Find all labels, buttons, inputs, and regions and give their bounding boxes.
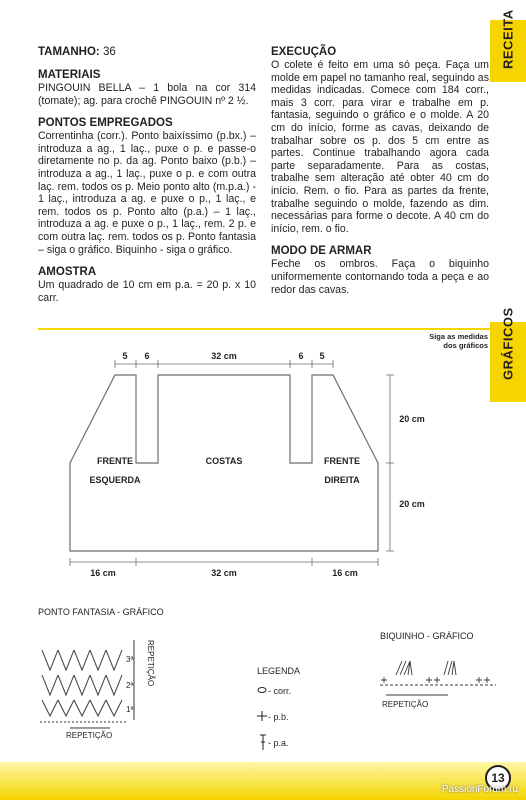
- picot-chart-title: BIQUINHO - GRÁFICO: [380, 631, 474, 641]
- size-label: TAMANHO:: [38, 46, 100, 58]
- legend-corr: - corr.: [268, 686, 292, 696]
- legend-pa: - p.a.: [268, 738, 289, 748]
- charts-divider: [38, 328, 490, 330]
- front-left-label-1: FRENTE: [97, 456, 133, 466]
- picot-repeat-label: REPETIÇÃO: [382, 700, 429, 709]
- repeat-v-label: REPETIÇÃO: [146, 640, 155, 687]
- row-3-label: 3ª: [126, 655, 134, 664]
- dim-top-5: 5: [319, 351, 325, 361]
- size-section: [38, 46, 256, 59]
- dim-top-2: 6: [144, 351, 150, 361]
- fantasy-stitch-chart: [30, 630, 170, 740]
- materials-section: [38, 69, 256, 107]
- row-1-label: 1ª: [126, 705, 134, 714]
- sample-title: AMOSTRA: [38, 266, 97, 279]
- fantasy-stitch-symbols: [40, 640, 134, 728]
- size-value: 36: [102, 46, 116, 58]
- picot-stitch-chart: [376, 655, 506, 715]
- front-right-label-1: FRENTE: [324, 456, 360, 466]
- back-label: COSTAS: [205, 456, 243, 466]
- pb-symbol: [257, 711, 267, 721]
- page-number: 13: [485, 765, 511, 791]
- charts-tab-label: GRÁFICOS: [500, 307, 516, 380]
- sample-text: Um quadrado de 10 cm em p.a. = 20 p. x 10 carr.: [38, 279, 256, 304]
- stitches-title: PONTOS EMPREGADOS: [38, 117, 173, 130]
- execution-text: O colete é feito em uma só peça. Faça um molde em papel no tamanho real, seguindo as medidas indicadas. Comece com 184 corr., mais 3 corr. para virar e trabalhe em p. fantasia, seguindo o gráfico e o molde. A 20 cm do início, forme as cavas, deixando de trabalhar sobre os p. dos 5 cm entre as partes. Continue trabalhando agora cada parte separadamente. Para as costas, trabalhe sem alteração até obter 40 cm do início. Rem. o fio. Para as partes da frente, trabalhe seguindo o molde, fazendo as dim. necessárias para forme o decote. A 40 cm do início, rem. o fio.: [271, 59, 489, 235]
- materials-text: PINGOUIN BELLA – 1 bola na cor 314 (tomate); ag. para crochê PINGOUIN nº 2 ½.: [38, 82, 256, 107]
- watermark: PassionForum.ru: [441, 784, 518, 795]
- dim-top-4: 6: [298, 351, 304, 361]
- fantasy-chart-title: PONTO FANTASIA - GRÁFICO: [38, 607, 164, 617]
- dim-top-3: 32 cm: [211, 351, 237, 361]
- front-left-label-2: ESQUERDA: [89, 475, 141, 485]
- picot-stitch-symbols: [380, 661, 496, 695]
- dim-right-2: 20 cm: [399, 499, 425, 509]
- charts-note-line2: dos gráficos: [443, 341, 488, 350]
- assembly-text: Feche os ombros. Faça o biquinho uniformemente contornando toda a peça e ao redor das cavas.: [271, 258, 489, 296]
- stitches-text: Correntinha (corr.). Ponto baixíssimo (p.bx.) – introduza a ag., 1 laç., puxe o p. e passe-o diretamente no p. da ag. Ponto baixo (p.b.) – introduza a ag., 1 laç., puxe o p. e com outra laç. rem. todos os p. Meio ponto alto (m.p.a.) - 1 laç., introduza a ag. e puxe o p., 1 laç., e rem. todos os p. Ponto alto (p.a.) – 1 laç., introduza a ag. e puxe o p., 1 laç., rem. 2 p. e com outra laç. rem. todos os p. Ponto fantasia – siga o gráfico. Biquinho - siga o gráfico.: [38, 130, 256, 256]
- materials-title: MATERIAIS: [38, 69, 101, 81]
- legend-pb: - p.b.: [268, 712, 289, 722]
- right-column: [271, 46, 489, 306]
- assembly-title: MODO DE ARMAR: [271, 245, 372, 258]
- recipe-tab: [490, 9, 526, 82]
- dim-top-1: 5: [122, 351, 128, 361]
- execution-title: EXECUÇÃO: [271, 46, 337, 58]
- dim-bottom-2: 32 cm: [211, 568, 237, 578]
- corr-symbol: [258, 688, 266, 693]
- dim-right-1: 20 cm: [399, 414, 425, 424]
- execution-section: [271, 46, 489, 235]
- repeat-h-label: REPETIÇÃO: [66, 731, 113, 740]
- row-2-label: 2ª: [126, 681, 134, 690]
- front-right-label-2: DIREITA: [324, 475, 360, 485]
- pa-symbol: [260, 735, 266, 750]
- stitches-section: [38, 117, 256, 256]
- legend-title: LEGENDA: [257, 666, 301, 676]
- sample-section: [38, 266, 256, 304]
- dim-bottom-1: 16 cm: [90, 568, 116, 578]
- left-column: [38, 46, 256, 314]
- dim-bottom-3: 16 cm: [332, 568, 358, 578]
- charts-note-line1: Siga as medidas: [429, 332, 488, 341]
- recipe-tab-label: RECEITA: [500, 9, 516, 69]
- assembly-section: [271, 245, 489, 296]
